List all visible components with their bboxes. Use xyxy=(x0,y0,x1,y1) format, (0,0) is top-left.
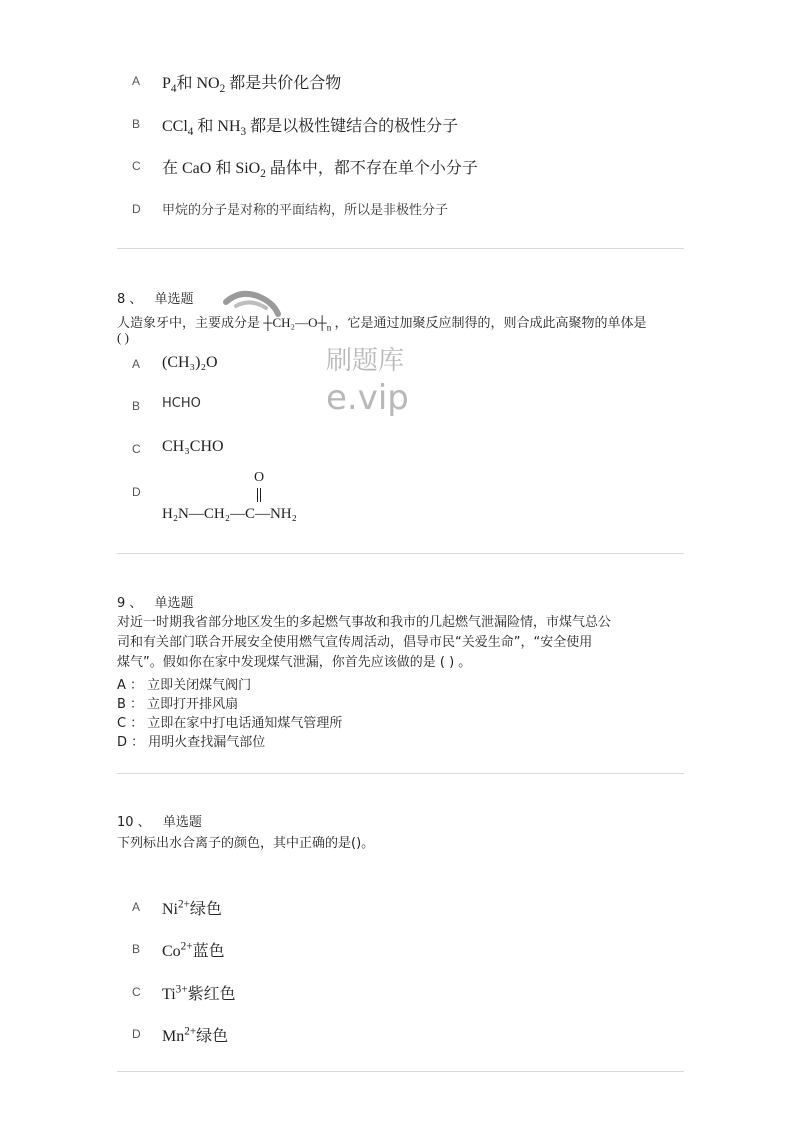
option-text: CH₃CHO xyxy=(162,438,224,455)
option-text: (CH₃)₂O xyxy=(162,354,218,371)
q9-option-c[interactable]: C ： 立即在家中打电话通知煤气管理所 xyxy=(117,716,343,731)
question-stem: 下列标出水合离子的颜色，其中正确的是()。 xyxy=(117,836,375,851)
question-header xyxy=(117,592,194,611)
option-letter: B xyxy=(132,117,141,131)
carbonyl-oxygen: O xyxy=(254,470,265,485)
divider xyxy=(117,1071,684,1072)
question-number: 8 、 xyxy=(117,292,143,307)
option-text: $Mn^{2+}$绿色 xyxy=(162,1025,229,1045)
option-text: HCHO xyxy=(162,396,201,411)
double-bond xyxy=(257,488,261,502)
divider xyxy=(117,773,684,774)
option-text: 甲烷的分子是对称的平面结构，所以是非极性分子 xyxy=(162,203,449,218)
question-stem: 人造象牙中，主要成分是 $┼CH_2—O┼_n$ ，它是通过加聚反应制得的，则合成此高聚物的单体是 xyxy=(117,315,647,333)
option-letter: D xyxy=(132,202,141,216)
option-letter: D xyxy=(132,485,141,499)
option-text: $P_4$和 $NO_2$ 都是共价化合物 xyxy=(162,75,342,96)
question-number: 9 、 xyxy=(117,596,143,611)
question-header xyxy=(117,811,202,830)
option-letter: A xyxy=(132,74,141,88)
option-letter: D xyxy=(132,1027,141,1041)
option-text: H₂N—CH₂—C—NH₂ xyxy=(162,506,297,522)
option-letter: A xyxy=(132,357,141,371)
option-letter: C xyxy=(132,985,141,999)
question-type: 单选题 xyxy=(154,292,194,307)
q9-option-b[interactable]: B ： 立即打开排风扇 xyxy=(117,697,239,712)
question-number: 10 、 xyxy=(117,815,151,830)
option-text: $Co^{2+}$蓝色 xyxy=(162,940,225,960)
question-stem-line2: ( ) xyxy=(117,330,129,345)
q9-option-a[interactable]: A ： 立即关闭煤气阀门 xyxy=(117,678,252,693)
q9-option-d[interactable]: D ： 用明火查找漏气部位 xyxy=(117,735,266,750)
watermark-text: e.vip xyxy=(326,378,409,418)
option-letter: A xyxy=(132,900,141,914)
question-header xyxy=(117,288,194,307)
question-stem: 煤气”。假如你在家中发现煤气泄漏，你首先应该做的是 ( ) 。 xyxy=(117,655,472,670)
question-type: 单选题 xyxy=(154,596,194,611)
question-stem: 对近一时期我省部分地区发生的多起燃气事故和我市的几起燃气泄漏险情，市煤气总公 xyxy=(117,615,612,630)
option-text: 在 CaO 和 SiO$_2$ 晶体中，都不存在单个小分子 xyxy=(162,160,478,181)
option-letter: C xyxy=(132,159,141,173)
polymer-formula: $┼CH_2—O┼_n$ xyxy=(263,315,332,333)
option-text: $Ti^{3+}$紫红色 xyxy=(162,983,236,1003)
watermark-text: 刷题库 xyxy=(326,346,405,376)
divider xyxy=(117,248,684,249)
option-letter: C xyxy=(132,442,141,456)
option-letter: B xyxy=(132,942,141,956)
option-text: CCl$_4$ 和 $NH_3$ 都是以极性键结合的极性分子 xyxy=(162,118,459,139)
option-letter: B xyxy=(132,399,141,413)
question-type: 单选题 xyxy=(162,815,202,830)
question-stem: 司和有关部门联合开展安全使用燃气宣传周活动，倡导市民“关爱生命”，“安全使用 xyxy=(117,635,593,650)
divider xyxy=(117,553,684,554)
option-text: $Ni^{2+}$绿色 xyxy=(162,898,222,918)
